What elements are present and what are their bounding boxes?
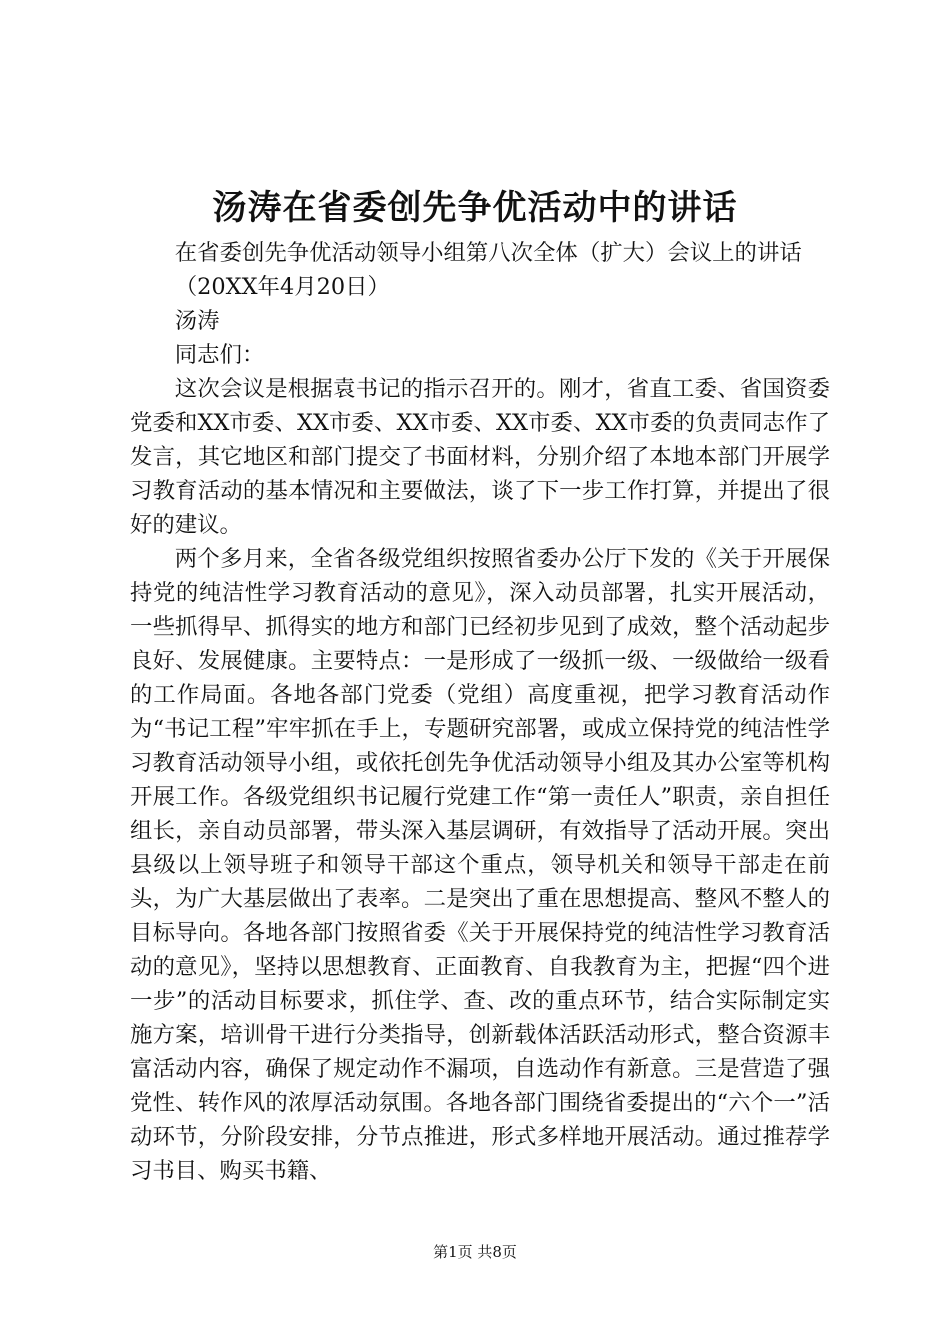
page-footer: 第1页 共8页 bbox=[433, 1243, 517, 1261]
paragraph-salutation: 同志们： bbox=[174, 342, 265, 368]
paragraph-intro: 这次会议是根据袁书记的指示召开的。刚才，省直工委、省国资委党委和XX市委、XX市委、XX市委、XX市委、XX市委的负责同志作了发言，其它地区和部门提交了书面材料，分别介绍了本地本部门开展学习教育活动的基本情况和主要做法，谈了下一步工作打算，并提出了很好的建议。 bbox=[130, 376, 830, 538]
paragraph-main: 两个多月来，全省各级党组织按照省委办公厅下发的《关于开展保持党的纯洁性学习教育活动的意见》，深入动员部署，扎实开展活动，一些抓得早、抓得实的地方和部门已经初步见到了成效，整个活动起步良好、发展健康。主要特点：一是形成了一级抓一级、一级做给一级看的工作局面。各地各部门党委（党组）高度重视，把学习教育活动作为“书记工程”牢牢抓在手上，专题研究部署，或成立保持党的纯洁性学习教育活动领导小组，或依托创先争优活动领导小组及其办公室等机构开展工作。各级党组织书记履行党建工作“第一责任人”职责，亲自担任组长，亲自动员部署，带头深入基层调研，有效指导了活动开展。突出县级以上领导班子和领导干部这个重点，领导机关和领导干部走在前头，为广大基层做出了表率。二是突出了重在思想提高、整风不整人的目标导向。各地各部门按照省委《关于开展保持党的纯洁性学习教育活动的意见》，坚持以思想教育、正面教育、自我教育为主，把握“四个进一步”的活动目标要求，抓住学、查、改的重点环节，结合实际制定实施方案，培训骨干进行分类指导，创新载体活跃活动形式，整合资源丰富活动内容，确保了规定动作不漏项，自选动作有新意。三是营造了强党性、转作风的浓厚活动氛围。各地各部门围绕省委提出的“六个一”活动环节，分阶段安排，分节点推进，形式多样地开展活动。通过推荐学习书目、购买书籍、 bbox=[130, 546, 830, 1184]
document-body bbox=[130, 236, 830, 1188]
paragraph-subtitle: 在省委创先争优活动领导小组第八次全体（扩大）会议上的讲话 bbox=[174, 240, 802, 266]
paragraph-date: （20XX年4月20日） bbox=[174, 274, 390, 300]
paragraph-author: 汤涛 bbox=[174, 308, 220, 334]
document-title: 汤涛在省委创先争优活动中的讲话 bbox=[212, 188, 738, 228]
